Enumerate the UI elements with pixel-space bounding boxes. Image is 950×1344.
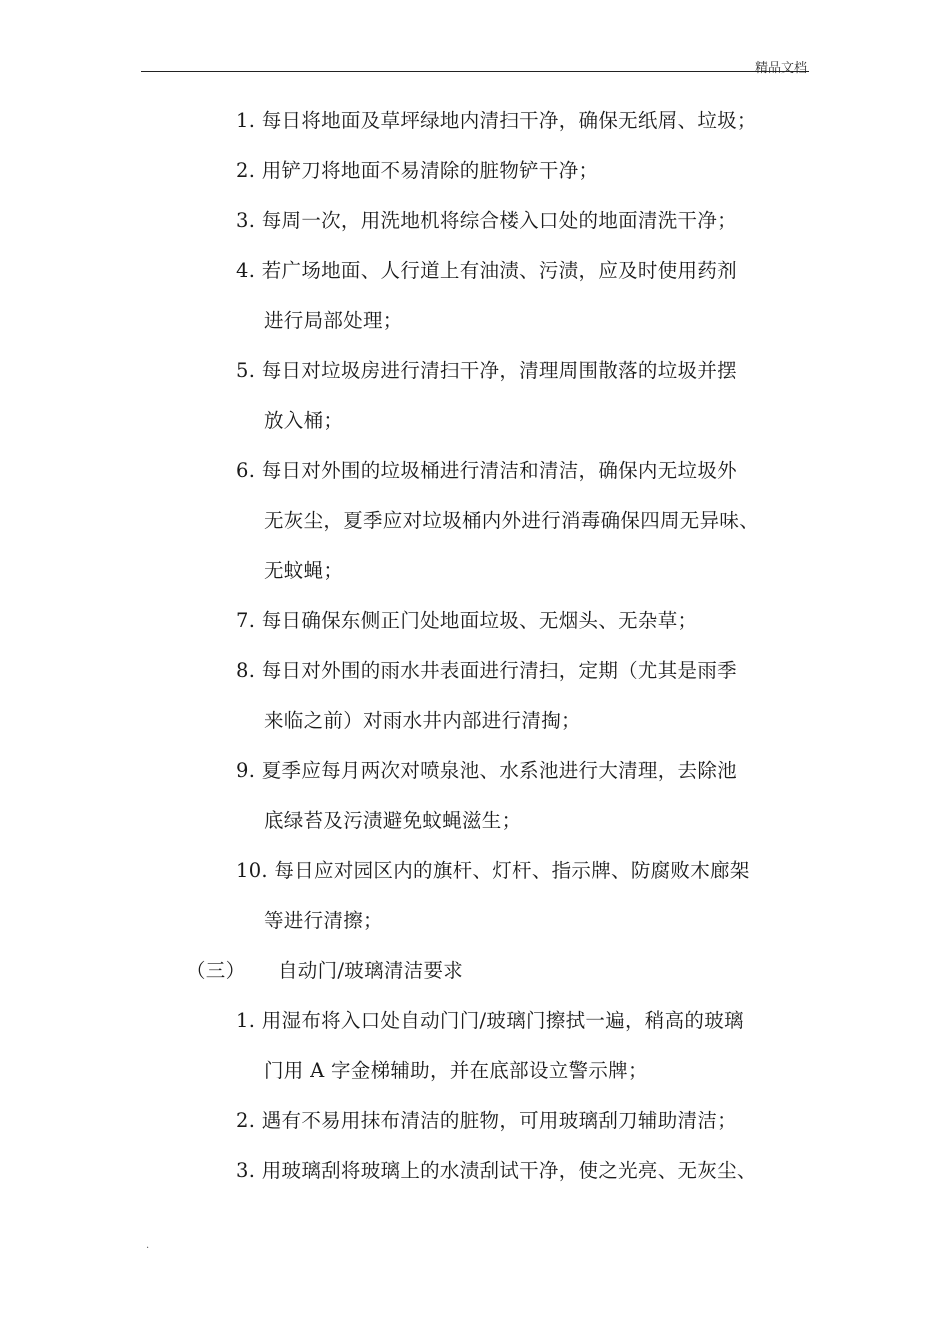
item-text: 用玻璃刮将玻璃上的水渍刮试干净，使之光亮、无灰尘、 (261, 1159, 757, 1182)
section-number: （三） (186, 959, 246, 982)
item-text-continuation: 等进行清擦； (264, 909, 383, 932)
item-number: 2. (236, 1109, 256, 1132)
item-text: 每日对外围的雨水井表面进行清扫，定期（尤其是雨季 (261, 659, 737, 682)
item-text-continuation: 无灰尘，夏季应对垃圾桶内外进行消毒确保四周无异味、 (264, 509, 760, 532)
item-number: 10. (236, 859, 268, 882)
item-text: 遇有不易用抹布清洁的脏物，可用玻璃刮刀辅助清洁； (261, 1109, 737, 1132)
item-text: 每日应对园区内的旗杆、灯杆、指示牌、防腐败木廊架 (274, 859, 750, 882)
list-item (236, 108, 757, 134)
item-text-continuation: 进行局部处理； (264, 309, 403, 332)
item-text-continuation: 门用 A 字金梯辅助，并在底部设立警示牌； (264, 1059, 648, 1082)
list-item (236, 358, 737, 384)
header-rule (141, 71, 809, 72)
item-text: 每日对垃圾房进行清扫干净，清理周围散落的垃圾并摆 (261, 359, 737, 382)
item-text-continuation: 底绿苔及污渍避免蚊蝇滋生； (264, 809, 522, 832)
item-text: 每日将地面及草坪绿地内清扫干净，确保无纸屑、垃圾； (261, 109, 757, 132)
list-item (236, 1158, 757, 1184)
item-number: 5. (236, 359, 256, 382)
item-number: 1. (236, 109, 256, 132)
list-item (236, 208, 737, 234)
item-text: 每周一次，用洗地机将综合楼入口处的地面清洗干净； (261, 209, 737, 232)
item-text-continuation: 来临之前）对雨水井内部进行清掏； (264, 709, 581, 732)
item-text: 用湿布将入口处自动门门/玻璃门擦拭一遍，稍高的玻璃 (261, 1009, 744, 1032)
item-number: 6. (236, 459, 256, 482)
section-title: 自动门/玻璃清洁要求 (278, 959, 464, 982)
header-label: 精品文档 (754, 61, 807, 76)
item-text-continuation: 无蚊蝇； (264, 559, 344, 582)
item-text: 用铲刀将地面不易清除的脏物铲干净； (261, 159, 599, 182)
item-number: 9. (236, 759, 256, 782)
item-text: 若广场地面、人行道上有油渍、污渍，应及时使用药剂 (261, 259, 737, 282)
footer-mark: . (146, 1240, 150, 1251)
list-item (236, 1108, 737, 1134)
list-item (236, 608, 697, 634)
item-text: 每日确保东侧正门处地面垃圾、无烟头、无杂草； (261, 609, 698, 632)
item-text-continuation: 放入桶； (264, 409, 344, 432)
item-number: 8. (236, 659, 256, 682)
list-item (236, 758, 737, 784)
item-text: 夏季应每月两次对喷泉池、水系池进行大清理，去除池 (261, 759, 737, 782)
list-item (236, 158, 598, 184)
list-item (236, 658, 737, 684)
item-number: 3. (236, 209, 256, 232)
list-item (236, 1008, 744, 1034)
item-text: 每日对外围的垃圾桶进行清洁和清洁，确保内无垃圾外 (261, 459, 737, 482)
item-number: 3. (236, 1159, 256, 1182)
item-number: 1. (236, 1009, 256, 1032)
list-item (236, 458, 737, 484)
item-number: 2. (236, 159, 256, 182)
item-number: 7. (236, 609, 256, 632)
list-item (236, 258, 737, 284)
item-number: 4. (236, 259, 256, 282)
list-item (236, 858, 750, 884)
